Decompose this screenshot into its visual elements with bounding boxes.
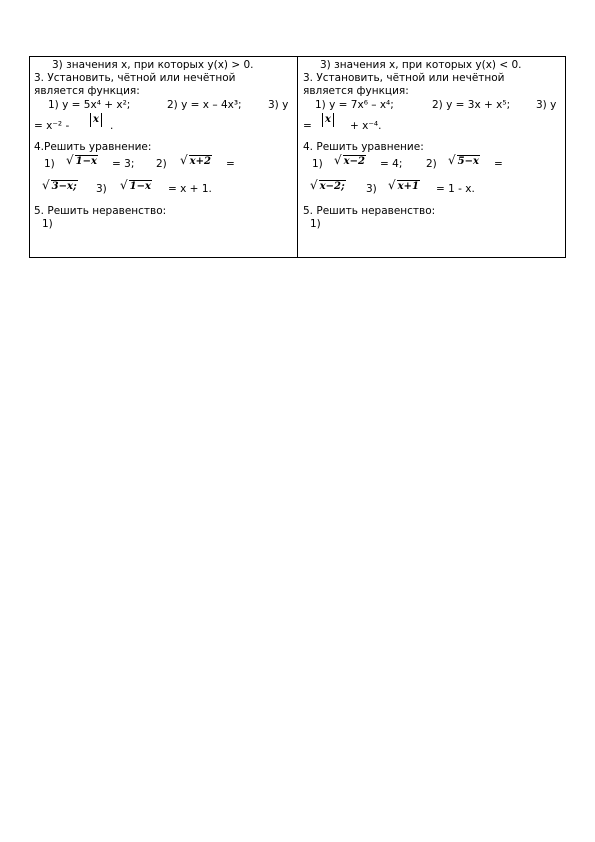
task3-function-3-end: + х⁻⁴. bbox=[350, 120, 382, 132]
eq2-equals: = bbox=[226, 158, 235, 170]
eq2-sqrt-right: √ x−2; bbox=[310, 178, 345, 192]
task3-function-3-start: 3) у bbox=[268, 99, 289, 111]
left-card bbox=[30, 57, 297, 257]
task3-line2: является функция: bbox=[34, 85, 140, 97]
eq3-rhs: = 1 - х. bbox=[436, 183, 475, 195]
eq2-radicand-right: x−2; bbox=[319, 181, 345, 192]
eq3-number: 3) bbox=[366, 183, 377, 195]
task3-line1: 3. Установить, чётной или нечётной bbox=[303, 72, 505, 84]
abs-x-formula: x bbox=[322, 113, 334, 127]
eq2-sqrt-left: √ x+2 bbox=[180, 153, 211, 167]
right-card bbox=[298, 57, 566, 257]
eq2-radicand-left: 5−x bbox=[457, 156, 479, 167]
task3-function-3-end: . bbox=[110, 120, 114, 132]
eq3-rhs: = х + 1. bbox=[168, 183, 212, 195]
eq1-rhs: = 3; bbox=[112, 158, 135, 170]
eq1-number: 1) bbox=[44, 158, 55, 170]
eq2-equals: = bbox=[494, 158, 503, 170]
eq1-radicand: 1−x bbox=[75, 156, 97, 167]
task3-function-3-start: 3) у bbox=[536, 99, 557, 111]
eq1-number: 1) bbox=[312, 158, 323, 170]
eq3-radicand: 1−x bbox=[129, 181, 151, 192]
task4-title: 4.Решить уравнение: bbox=[34, 141, 152, 153]
eq2-radicand-right: 3−x; bbox=[51, 181, 77, 192]
task3-function-3-cont: = х⁻² - bbox=[34, 120, 70, 132]
ineq1-number: 1) bbox=[42, 218, 53, 230]
card-table bbox=[29, 56, 566, 258]
eq3-sqrt: √ x+1 bbox=[388, 178, 419, 192]
task3-line2: является функция: bbox=[303, 85, 409, 97]
task3-function-2: 2) у = 3х + х⁵; bbox=[432, 99, 511, 111]
task3-function-1: 1) у = 7х⁶ – х⁴; bbox=[315, 99, 394, 111]
task5-title: 5. Решить неравенство: bbox=[303, 205, 436, 217]
task3-function-2: 2) у = х – 4х³; bbox=[167, 99, 242, 111]
item3-header: 3) значения х, при которых у(х) > 0. bbox=[52, 59, 254, 71]
task5-title: 5. Решить неравенство: bbox=[34, 205, 167, 217]
item3-header: 3) значения х, при которых у(х) < 0. bbox=[320, 59, 522, 71]
task3-line1: 3. Установить, чётной или нечётной bbox=[34, 72, 236, 84]
eq3-number: 3) bbox=[96, 183, 107, 195]
task3-function-1: 1) у = 5х⁴ + х²; bbox=[48, 99, 131, 111]
eq2-sqrt-left: √ 5−x bbox=[448, 153, 479, 167]
eq2-number: 2) bbox=[426, 158, 437, 170]
abs-x-formula: x bbox=[90, 113, 102, 127]
task4-title: 4. Решить уравнение: bbox=[303, 141, 424, 153]
eq2-number: 2) bbox=[156, 158, 167, 170]
eq2-radicand-left: x+2 bbox=[189, 156, 211, 167]
eq1-rhs: = 4; bbox=[380, 158, 403, 170]
eq3-radicand: x+1 bbox=[397, 181, 419, 192]
eq1-sqrt: √ 1−x bbox=[66, 153, 97, 167]
eq1-radicand: x−2 bbox=[343, 156, 365, 167]
ineq1-number: 1) bbox=[310, 218, 321, 230]
eq2-sqrt-right: √ 3−x; bbox=[42, 178, 77, 192]
task3-function-3-eq: = bbox=[303, 120, 312, 132]
eq3-sqrt: √ 1−x bbox=[120, 178, 151, 192]
eq1-sqrt: √ x−2 bbox=[334, 153, 365, 167]
